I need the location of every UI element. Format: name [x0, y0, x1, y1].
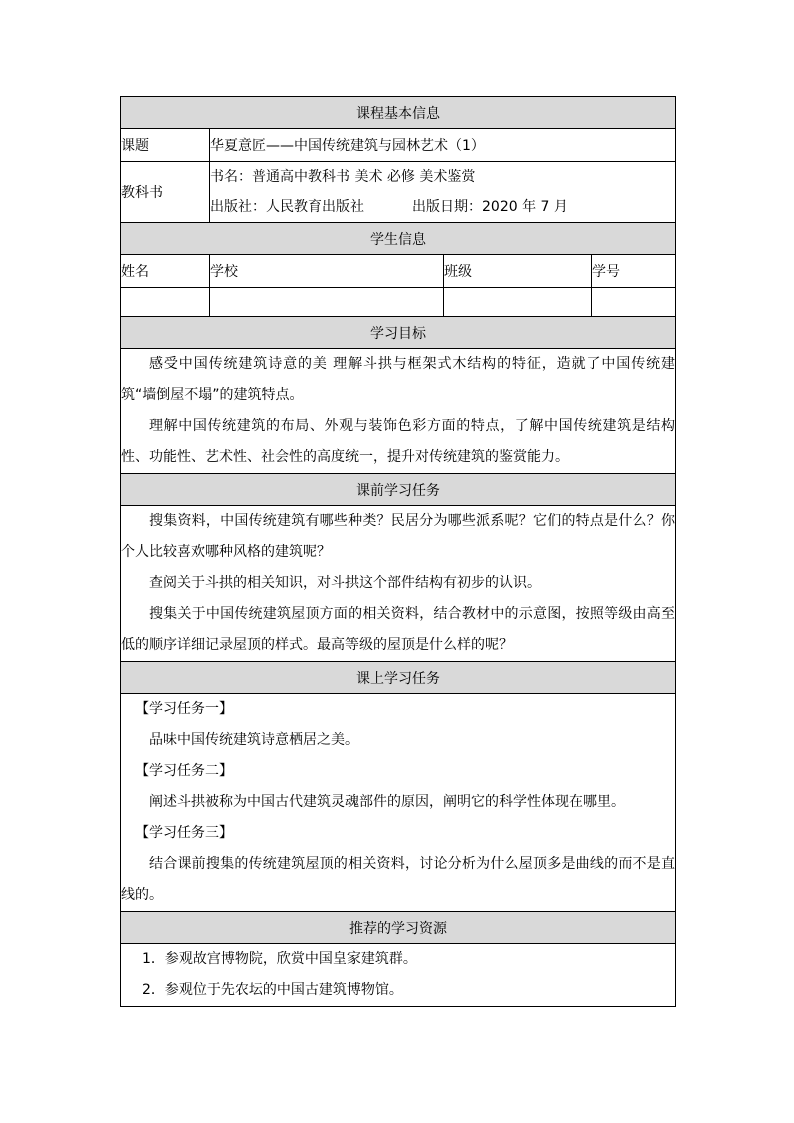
- pre-class-content: [121, 506, 676, 662]
- section-header-objectives: 学习目标: [121, 317, 676, 349]
- book-name: 书名：普通高中教科书 美术 必修 美术鉴赏: [210, 169, 476, 185]
- task-text: 品味中国传统建筑诗意栖居之美。: [149, 732, 359, 748]
- section-header-student-info: 学生信息: [121, 223, 676, 255]
- objective-paragraph: 理解中国传统建筑的布局、外观与装饰色彩方面的特点，了解中国传统建筑是结构性、功能性、艺术性、社会性的高度统一，提升对传统建筑的鉴赏能力。: [121, 418, 675, 465]
- topic-value: 华夏意匠——中国传统建筑与园林艺术（1）: [210, 129, 676, 162]
- student-class-cell: [444, 288, 592, 317]
- textbook-details: [210, 162, 676, 223]
- course-info-table: [120, 96, 676, 1007]
- publisher: 出版社：人民教育出版社: [210, 199, 364, 215]
- resource-item: 1．参观故宫博物院，欣赏中国皇家建筑群。: [142, 951, 417, 967]
- pre-class-task: 查阅关于斗拱的相关知识，对斗拱这个部件结构有初步的认识。: [149, 575, 541, 591]
- task-heading: 【学习任务二】: [135, 763, 233, 779]
- student-name-cell: [121, 288, 210, 317]
- student-id-cell: [592, 288, 676, 317]
- student-name-header: 姓名: [121, 255, 210, 288]
- in-class-content: [121, 694, 676, 912]
- task-text: 结合课前搜集的传统建筑屋顶的相关资料，讨论分析为什么屋顶多是曲线的而不是直线的。: [121, 856, 675, 903]
- task-heading: 【学习任务一】: [135, 701, 233, 717]
- pre-class-task: 搜集关于中国传统建筑屋顶方面的相关资料，结合教材中的示意图，按照等级由高至低的顺序详细记录屋顶的样式。最高等级的屋顶是什么样的呢？: [121, 606, 675, 653]
- student-school-cell: [210, 288, 444, 317]
- student-id-header: 学号: [592, 255, 676, 288]
- objectives-content: [121, 349, 676, 474]
- resource-item: 2．参观位于先农坛的中国古建筑博物馆。: [142, 982, 403, 998]
- resources-content: [121, 944, 676, 1007]
- pre-class-task: 搜集资料，中国传统建筑有哪些种类？民居分为哪些派系呢？它们的特点是什么？你个人比较喜欢哪种风格的建筑呢？: [121, 513, 675, 560]
- publish-date: 出版日期：2020 年 7 月: [412, 199, 568, 215]
- publisher-line: [210, 192, 675, 222]
- section-header-resources: 推荐的学习资源: [121, 912, 676, 944]
- objective-paragraph: 感受中国传统建筑诗意的美 理解斗拱与框架式木结构的特征，造就了中国传统建筑“墙倒屋不塌”的建筑特点。: [121, 356, 675, 403]
- task-heading: 【学习任务三】: [135, 825, 233, 841]
- student-school-header: 学校: [210, 255, 444, 288]
- textbook-label: 教科书: [121, 162, 210, 223]
- topic-label: 课题: [121, 129, 210, 162]
- section-header-course-info: 课程基本信息: [121, 97, 676, 129]
- student-class-header: 班级: [444, 255, 592, 288]
- section-header-in-class: 课上学习任务: [121, 662, 676, 694]
- task-text: 阐述斗拱被称为中国古代建筑灵魂部件的原因，阐明它的科学性体现在哪里。: [149, 794, 625, 810]
- section-header-pre-class: 课前学习任务: [121, 474, 676, 506]
